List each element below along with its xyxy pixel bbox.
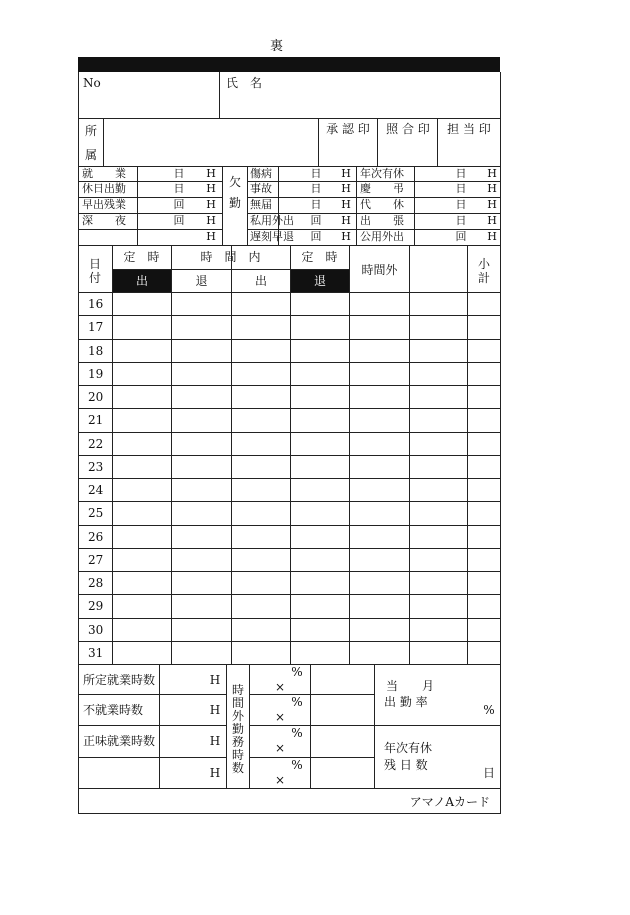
summary-unit: 回 [310,230,322,243]
annual-leave-label: 年次有休 [384,741,433,755]
v-rule [78,72,79,814]
day-number: 19 [88,367,104,381]
percent-sign: % [291,695,303,709]
h-rule [78,229,223,230]
name-label: 氏 名 [226,76,263,90]
summary-unit: 日 [173,182,185,195]
h-rule [78,408,501,409]
h-rule [78,455,501,456]
top-black-bar [78,57,500,72]
h-rule [249,757,375,758]
v-rule [377,118,378,167]
current-month-label: 当 月 [386,679,435,693]
summary-unit: 回 [310,214,322,227]
day-number: 24 [88,483,104,497]
footer-row-label: 不就業時数 [83,703,144,717]
summary-label: 公用外出 [360,230,404,243]
summary-unit: H [206,198,216,211]
day-number: 28 [88,576,104,590]
v-rule [247,166,248,246]
footer-row-label: 所定就業時数 [83,673,156,687]
remaining-days-unit: 日 [482,766,495,780]
summary-label: 私用外出 [250,214,294,227]
v-rule [414,166,415,246]
check-stamp-label: 照 合 印 [386,122,430,136]
day-number: 18 [88,344,104,358]
v-rule [226,664,227,789]
h-rule [78,525,501,526]
summary-unit: H [487,214,497,227]
summary-unit: 日 [455,182,467,195]
times-sign: × [274,773,286,787]
v-rule [219,72,220,119]
times-sign: × [274,710,286,724]
subtotal-header-2: 計 [477,271,490,285]
summary-label: 遅刻早退 [250,230,294,243]
summary-label: 代 休 [360,198,404,211]
v-rule [137,166,138,246]
clock-out-label-2: 退 [313,274,326,288]
v-rule [356,166,357,246]
approval-stamp-label: 承 認 印 [326,122,370,136]
clock-in-label-2: 出 [254,274,267,288]
summary-unit: H [206,167,216,180]
day-number: 30 [88,623,104,637]
summary-unit: H [341,214,351,227]
h-rule [78,432,501,433]
summary-unit: H [487,198,497,211]
summary-unit: 日 [173,167,185,180]
scheduled-header-2: 定 時 [301,250,338,264]
summary-unit: H [341,167,351,180]
h-rule [78,362,501,363]
day-number: 27 [88,553,104,567]
day-number: 22 [88,437,104,451]
absence-label-2: 勤 [228,196,241,210]
day-number: 21 [88,413,104,427]
clock-in-label-1: 出 [135,274,148,288]
summary-label: 慶 弔 [360,182,404,195]
summary-unit: 回 [173,214,185,227]
h-rule [78,757,227,758]
percent-sign: % [291,665,303,679]
summary-label: 傷病 [250,167,272,180]
h-rule [78,694,227,695]
day-number: 17 [88,320,104,334]
attendance-rate-unit: % [483,703,495,717]
h-rule [249,694,375,695]
h-rule [78,385,501,386]
v-rule [103,118,104,167]
day-header-1: 日 [88,257,101,271]
summary-unit: 日 [455,214,467,227]
v-rule [222,166,223,246]
summary-unit: 回 [173,198,185,211]
h-rule [78,339,501,340]
dept-label-1: 所 [84,124,97,138]
h-rule [78,292,501,293]
summary-unit: H [341,182,351,195]
summary-label: 深 夜 [82,214,126,227]
day-number: 31 [88,646,104,660]
summary-unit: 日 [310,167,322,180]
summary-unit: 日 [310,182,322,195]
v-rule [437,118,438,167]
day-header-2: 付 [88,271,101,285]
overtime-vertical-label: 時間外勤務時数 [231,683,244,775]
times-sign: × [274,741,286,755]
h-rule [78,571,501,572]
summary-label: 年次有休 [360,167,404,180]
summary-unit: 回 [455,230,467,243]
percent-sign: % [291,758,303,772]
subtotal-header-1: 小 [477,257,490,271]
summary-label: 早出残業 [82,198,126,211]
v-rule [500,72,501,814]
times-sign: × [274,680,286,694]
summary-unit: H [206,230,216,243]
day-number: 26 [88,530,104,544]
day-number: 20 [88,390,104,404]
attendance-rate-label: 出 勤 率 [384,695,428,709]
summary-label: 休日出勤 [82,182,126,195]
summary-unit: 日 [455,167,467,180]
summary-unit: H [206,214,216,227]
no-label: No [83,76,101,90]
summary-unit: H [487,230,497,243]
scheduled-header-1: 定 時 [123,250,160,264]
footer-row-label: 正味就業時数 [83,734,156,748]
clock-out-label-1: 退 [195,274,208,288]
h-rule [78,501,501,502]
overtime-header: 時間外 [361,263,398,277]
summary-unit: H [206,182,216,195]
summary-unit: H [341,198,351,211]
summary-label: 就 業 [82,167,126,180]
percent-sign: % [291,726,303,740]
summary-label: 出 張 [360,214,404,227]
footer-row-unit: H [209,766,221,780]
absence-label-1: 欠 [228,175,241,189]
h-rule [249,725,375,726]
v-rule [318,118,319,167]
v-rule [310,664,311,789]
summary-unit: H [487,167,497,180]
summary-unit: 日 [455,198,467,211]
v-rule [374,664,375,789]
h-rule [78,478,501,479]
summary-unit: 日 [310,198,322,211]
manager-stamp-label: 担 当 印 [447,122,491,136]
day-number: 16 [88,297,104,311]
day-number: 29 [88,599,104,613]
remaining-days-label: 残 日 数 [384,758,428,772]
h-rule [78,594,501,595]
summary-label: 事故 [250,182,272,195]
within-hours-header: 時 間 内 [200,250,261,264]
h-rule [78,548,501,549]
footer-row-unit: H [209,673,221,687]
h-rule [78,725,227,726]
summary-unit: H [487,182,497,195]
dept-label-2: 属 [84,148,97,162]
v-rule [249,664,250,789]
page-title: 裏 [270,39,284,54]
day-number: 25 [88,506,104,520]
summary-label: 無届 [250,198,272,211]
summary-unit: H [341,230,351,243]
h-rule [78,788,501,789]
h-rule [78,315,501,316]
day-number: 23 [88,460,104,474]
h-rule [78,618,501,619]
footer-row-unit: H [209,734,221,748]
h-rule [78,813,501,814]
h-rule [78,664,501,665]
h-rule [78,641,501,642]
brand-label: アマノAカード [409,795,490,809]
footer-row-unit: H [209,703,221,717]
h-rule [374,725,501,726]
v-rule [159,664,160,789]
